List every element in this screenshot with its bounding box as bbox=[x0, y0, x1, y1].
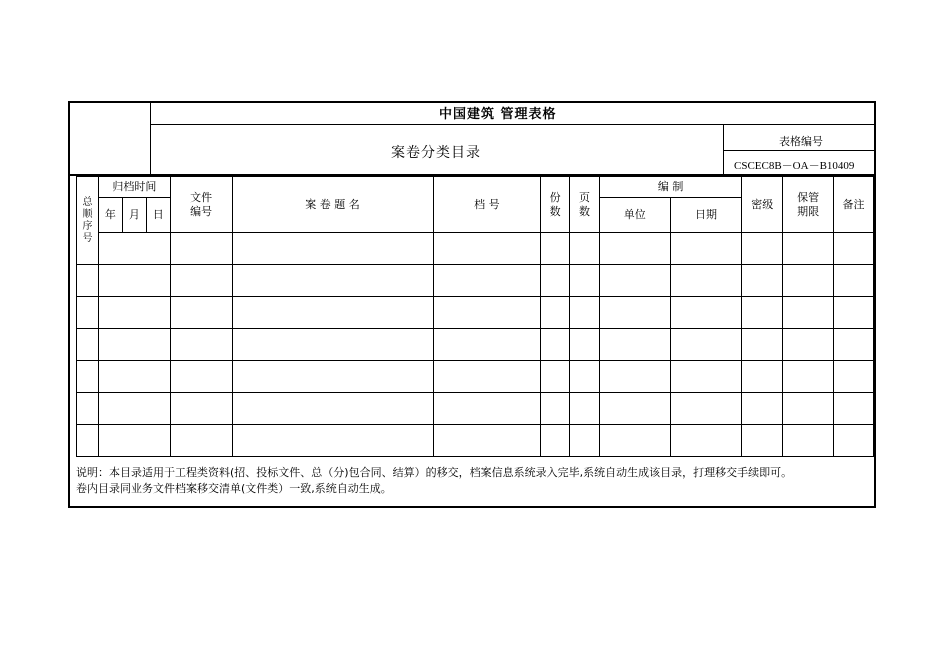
archive-table bbox=[76, 176, 874, 457]
col-date-header: 日期 bbox=[670, 198, 742, 233]
table-row bbox=[77, 425, 874, 457]
col-month-header: 月 bbox=[122, 198, 146, 233]
col-compile-header: 编 制 bbox=[599, 177, 741, 198]
col-retention-header: 保管 期限 bbox=[783, 177, 834, 233]
form-note bbox=[76, 465, 792, 497]
col-file-no-header: 档 号 bbox=[433, 177, 541, 233]
table-row bbox=[77, 265, 874, 297]
col-year-header: 年 bbox=[98, 198, 122, 233]
form-frame bbox=[68, 101, 876, 508]
col-archive-time-header: 归档时间 bbox=[98, 177, 170, 198]
table-row bbox=[77, 233, 874, 265]
table-row bbox=[77, 329, 874, 361]
note-line-2: 卷内目录同业务文件档案移交清单(文件类）一致,系统自动生成。 bbox=[76, 482, 392, 495]
col-title-header: 案 卷 题 名 bbox=[232, 177, 433, 233]
table-row bbox=[77, 361, 874, 393]
col-day-header: 日 bbox=[146, 198, 170, 233]
col-pages-header: 页 数 bbox=[570, 177, 600, 233]
form-code-label: 表格编号 bbox=[779, 135, 823, 148]
form-code-value: CSCEC8B－OA－B10409 bbox=[734, 160, 855, 172]
col-unit-header: 单位 bbox=[599, 198, 670, 233]
form-header bbox=[70, 103, 874, 176]
col-copies-header: 份 数 bbox=[541, 177, 570, 233]
table-row bbox=[77, 393, 874, 425]
form-title: 案卷分类目录 bbox=[391, 145, 481, 161]
col-remark-header: 备注 bbox=[834, 177, 874, 233]
table-row bbox=[77, 297, 874, 329]
header-row-1 bbox=[77, 177, 874, 198]
col-secret-header: 密级 bbox=[742, 177, 783, 233]
col-doc-no-header: 文件 编号 bbox=[170, 177, 232, 233]
note-line-1: 说明：本目录适用于工程类资料(招、投标文件、总（分)包合同、结算）的移交，档案信息系统录入完毕,系统自动生成该目录，打理移交手续即可。 bbox=[76, 466, 793, 479]
col-seq-header: 总 顺 序 号 bbox=[77, 177, 99, 265]
brand-title: 中国建筑 管理表格 bbox=[439, 107, 557, 122]
